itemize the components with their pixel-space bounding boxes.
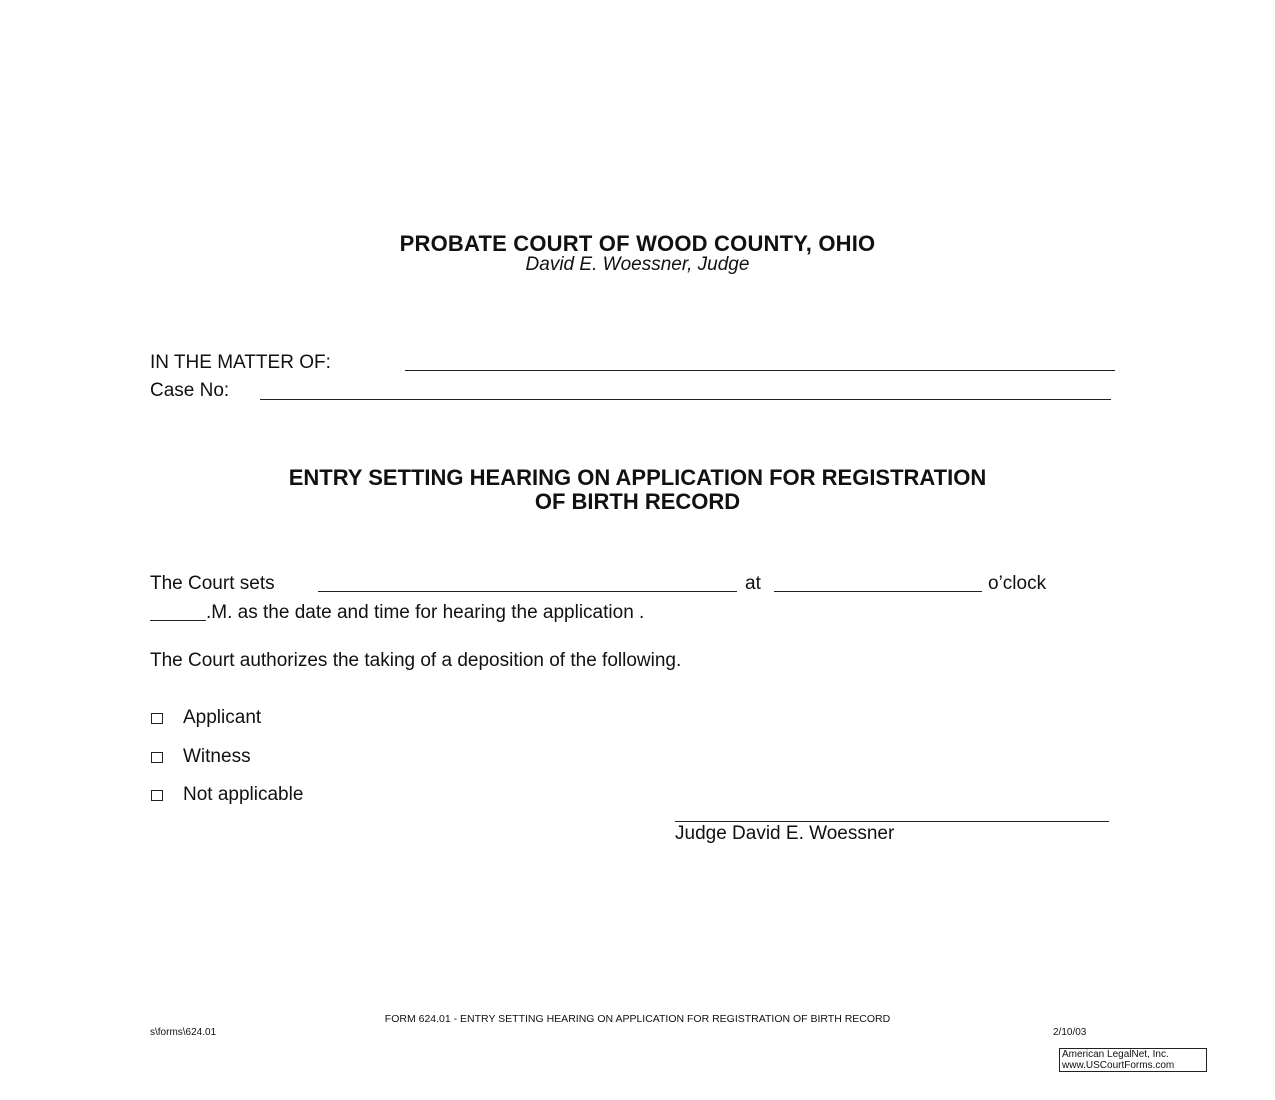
matter-label: IN THE MATTER OF:	[150, 352, 331, 373]
case-number-field[interactable]	[260, 399, 1111, 400]
hearing-date-field[interactable]	[318, 591, 737, 592]
form-date: 2/10/03	[1053, 1027, 1087, 1038]
oclock-label: o’clock	[988, 573, 1047, 594]
witness-checkbox[interactable]	[151, 752, 163, 763]
hearing-suffix: .M. as the date and time for hearing the application .	[206, 602, 645, 623]
am-pm-field[interactable]	[150, 620, 206, 621]
form-title-line-1: ENTRY SETTING HEARING ON APPLICATION FOR REGISTRATION	[288, 465, 987, 490]
publisher-name: American LegalNet, Inc.	[1062, 1049, 1169, 1060]
hearing-at-label: at	[745, 573, 761, 594]
form-path: s\forms\624.01	[150, 1027, 217, 1038]
not-applicable-label: Not applicable	[183, 784, 304, 805]
judge-signature-name: Judge David E. Woessner	[675, 823, 895, 844]
judge-subtitle: David E. Woessner, Judge	[525, 254, 750, 275]
deposition-statement: The Court authorizes the taking of a deposition of the following.	[150, 650, 682, 671]
publisher-stamp	[1059, 1048, 1207, 1072]
matter-field[interactable]	[405, 370, 1115, 371]
witness-label: Witness	[183, 746, 251, 767]
form-footer-label: FORM 624.01 - ENTRY SETTING HEARING ON APPLICATION FOR REGISTRATION OF BIRTH RECORD	[384, 1013, 891, 1025]
form-title	[0, 466, 1275, 514]
form-title-line-2: OF BIRTH RECORD	[534, 489, 741, 514]
hearing-time-field[interactable]	[774, 591, 982, 592]
applicant-checkbox[interactable]	[151, 713, 163, 724]
case-number-label: Case No:	[150, 380, 230, 401]
publisher-url: www.USCourtForms.com	[1062, 1059, 1175, 1071]
hearing-prefix: The Court sets	[150, 573, 275, 594]
signature-line[interactable]	[675, 821, 1109, 822]
applicant-label: Applicant	[183, 707, 262, 728]
court-title: PROBATE COURT OF WOOD COUNTY, OHIO	[399, 231, 876, 256]
not-applicable-checkbox[interactable]	[151, 790, 163, 801]
